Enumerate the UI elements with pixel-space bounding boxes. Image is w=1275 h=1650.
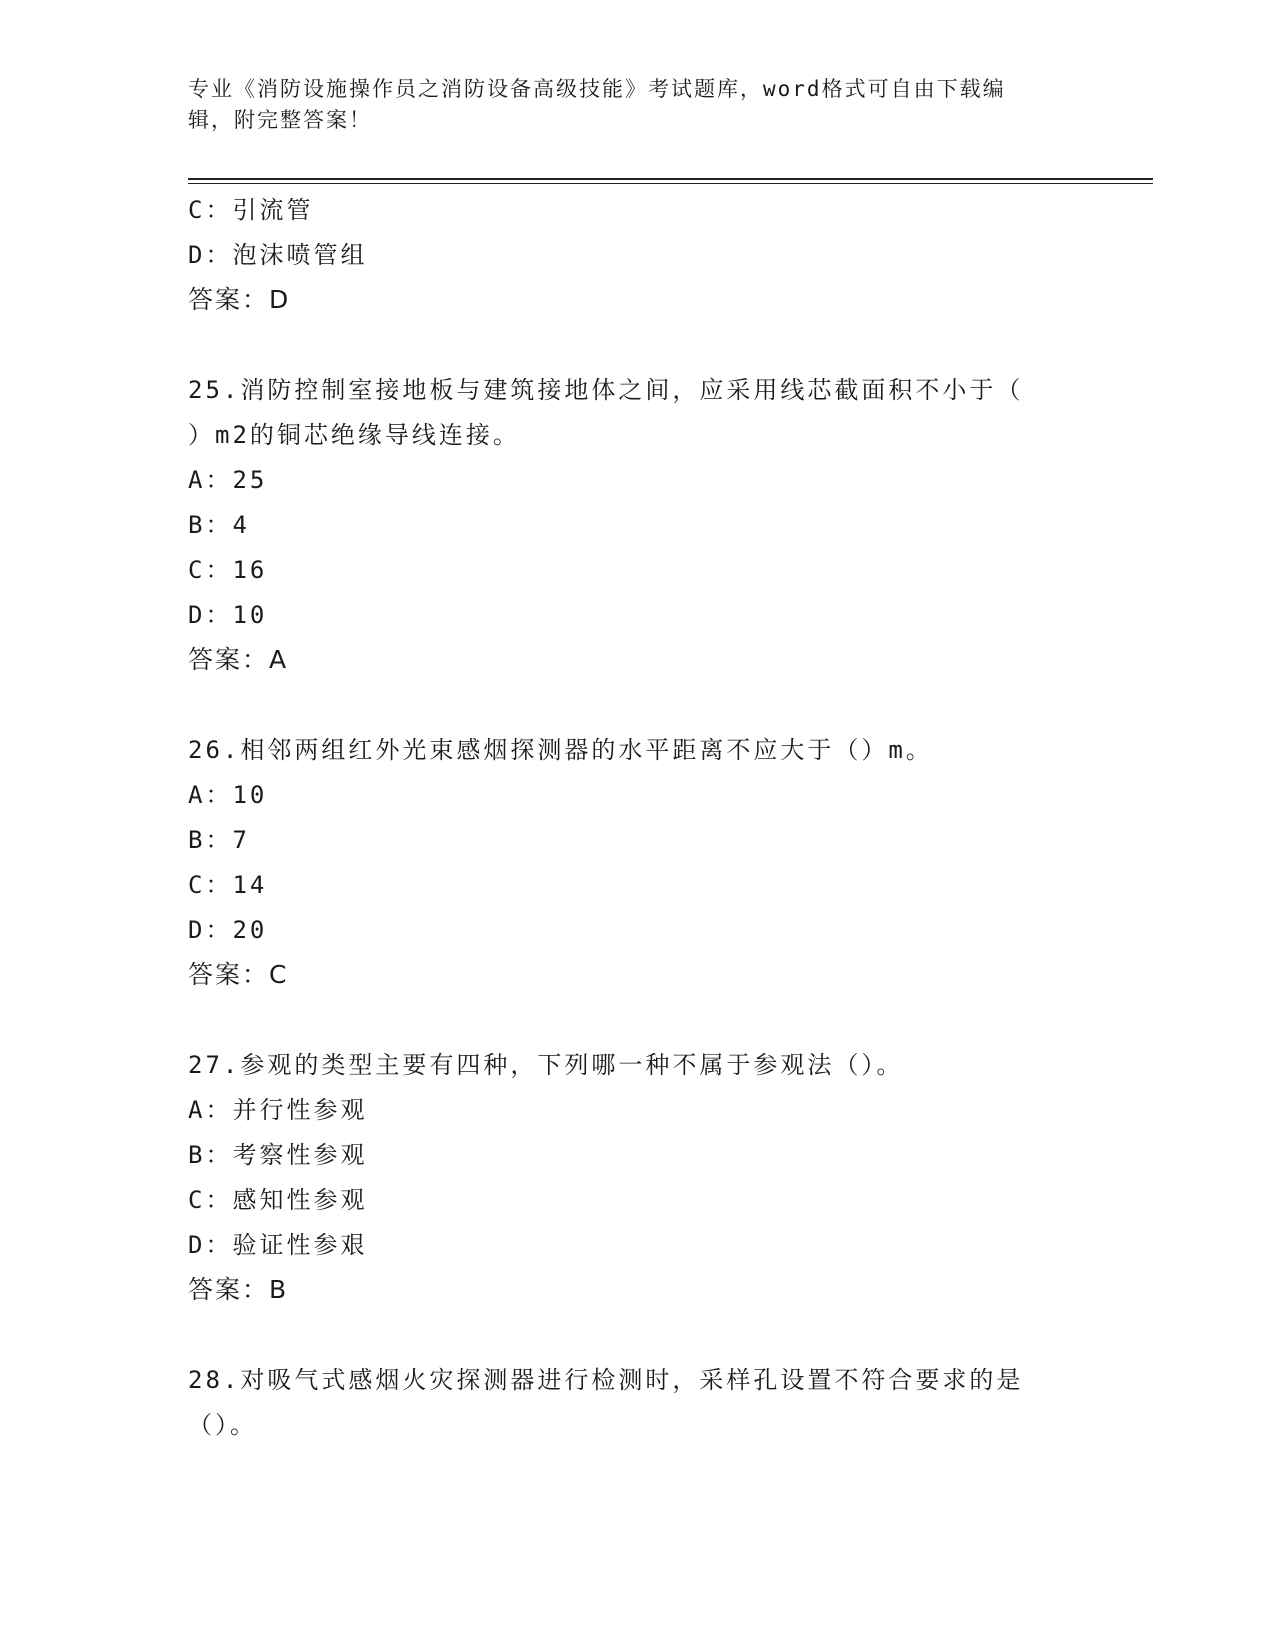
q27-option-d: D：验证性参艰 bbox=[188, 1231, 368, 1259]
q27-option-a: A：并行性参观 bbox=[188, 1096, 368, 1124]
q27-option-c: C：感知性参观 bbox=[188, 1186, 368, 1214]
q26-option-d: D：20 bbox=[188, 916, 268, 944]
q24-option-c: C：引流管 bbox=[188, 196, 314, 224]
q25-answer: 答案：A bbox=[188, 645, 289, 674]
q25-option-c: C：16 bbox=[188, 556, 268, 584]
q25-option-d: D：10 bbox=[188, 601, 268, 629]
header-line-2: 辑，附完整答案！ bbox=[188, 108, 372, 132]
header-line-1: 专业《消防设施操作员之消防设备高级技能》考试题库，word格式可自由下载编 bbox=[188, 77, 1006, 101]
q25-option-a: A：25 bbox=[188, 466, 268, 494]
q26-answer: 答案：C bbox=[188, 960, 289, 989]
q26-option-c: C：14 bbox=[188, 871, 268, 899]
q27-option-b: B：考察性参观 bbox=[188, 1141, 368, 1169]
q26-option-b: B：7 bbox=[188, 826, 250, 854]
q27-stem-line-1: 27.参观的类型主要有四种，下列哪一种不属于参观法（）。 bbox=[188, 1051, 904, 1079]
q27-answer: 答案：B bbox=[188, 1275, 289, 1304]
q24-answer: 答案：D bbox=[188, 285, 291, 314]
q25-stem-line-2: ）m2的铜芯绝缘导线连接。 bbox=[188, 421, 520, 449]
q28-stem-line-1: 28.对吸气式感烟火灾探测器进行检测时，采样孔设置不符合要求的是 bbox=[188, 1366, 1024, 1394]
q26-stem-line-1: 26.相邻两组红外光束感烟探测器的水平距离不应大于（）m。 bbox=[188, 736, 933, 764]
q28-stem-line-2: （）。 bbox=[188, 1411, 257, 1439]
q25-stem-line-1: 25.消防控制室接地板与建筑接地体之间，应采用线芯截面积不小于（ bbox=[188, 376, 1024, 404]
header-divider-thin bbox=[188, 183, 1153, 184]
q24-option-d: D：泡沫喷管组 bbox=[188, 241, 368, 269]
q25-option-b: B：4 bbox=[188, 511, 250, 539]
header-divider-thick bbox=[188, 178, 1153, 180]
header-text bbox=[188, 74, 1068, 136]
q26-option-a: A：10 bbox=[188, 781, 268, 809]
